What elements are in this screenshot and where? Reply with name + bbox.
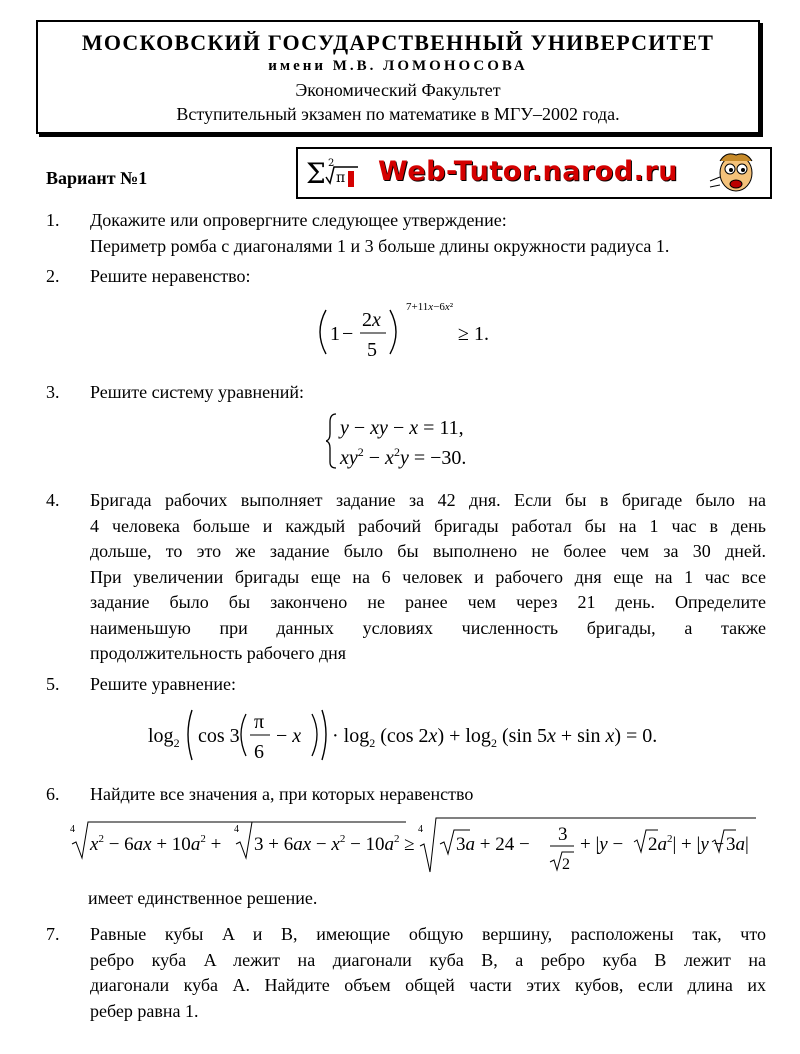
problem-text: Докажите или опровергните следующее утверждение: xyxy=(90,210,507,230)
header-box xyxy=(36,20,760,134)
formula-system xyxy=(326,410,496,472)
problem-number: 4. xyxy=(46,490,60,510)
math-logo-icon xyxy=(304,153,362,193)
svg-text:3a + 24 −: 3a + 24 − xyxy=(456,834,530,855)
svg-text:x2 − 6ax + 10a2 +: $x^2 - 6ax + 10a^2$ + xyxy=(90,833,222,855)
problem-text: Равные кубы A и B, имеющие общую вершину, расположены так, что xyxy=(90,924,766,944)
problem-text: ребер равна 1. xyxy=(90,1000,199,1021)
svg-text:log2: $\log_2$ xyxy=(148,725,180,750)
problem-text: 4 человека больше и каждый рабочий бригады работал бы на 1 час в день xyxy=(90,515,766,536)
site-banner[interactable] xyxy=(296,147,772,199)
problem-text: дольше, то это же задание было бы выполнено не более чем за 30 дней. xyxy=(90,541,766,561)
formula-log-equation xyxy=(146,702,676,768)
svg-text:2a2| + |y −: $2a^2| + |y$ − xyxy=(648,833,725,855)
problem-number: 5. xyxy=(46,674,60,694)
svg-text:≥ 1.: ≥ 1. xyxy=(458,323,489,345)
variant-title: Вариант №1 xyxy=(46,168,148,188)
svg-text:2x: 2x xyxy=(362,309,381,331)
svg-text:3a|: 3a| xyxy=(726,834,749,855)
problem-number: 1. xyxy=(46,210,60,230)
svg-text:4: 4 xyxy=(418,824,423,835)
problem-text: Периметр ромба с диагоналями 1 и 3 больше длины окружности радиуса 1. xyxy=(90,235,670,256)
problem-text: имеет единственное решение. xyxy=(88,888,318,908)
problem-number: 2. xyxy=(46,266,60,286)
svg-text:2: 2 xyxy=(562,856,570,873)
svg-text:y − xy − x = 11,: y − xy − x = 11, xyxy=(340,417,464,439)
cartoon-face-icon xyxy=(706,151,762,197)
svg-text:Σ: Σ xyxy=(306,157,326,190)
exam-title: Вступительный экзамен по математике в МГУ–2002 года. xyxy=(176,104,620,124)
svg-text:4: 4 xyxy=(70,824,75,835)
svg-text:6: 6 xyxy=(254,741,264,763)
svg-text:xy2 − x2y = −30.: $xy^2 - x^2y = -30$. xyxy=(340,445,467,469)
svg-text:· log2 (cos 2x) + log2 (sin 5x: · $\log_2 (\cos$ $2x) + \log_2 (\sin$ 5x + sin x) = 0. xyxy=(332,725,658,750)
problem-text: Решите неравенство: xyxy=(90,266,251,286)
svg-text:2: 2 xyxy=(328,158,335,169)
problem-text: ребро куба A лежит на диагонали куба B, а ребро куба B лежит на xyxy=(90,949,766,970)
svg-text:π: π xyxy=(254,711,265,733)
problem-number: 3. xyxy=(46,382,60,402)
problem-text: Бригада рабочих выполняет задание за 42 дня. Если бы в бригаде было на xyxy=(90,490,766,510)
svg-text:π: π xyxy=(336,170,346,186)
formula-inequality xyxy=(310,298,510,366)
university-title: МОСКОВСКИЙ ГОСУДАРСТВЕННЫЙ УНИВЕРСИТЕТ xyxy=(81,30,715,55)
problem-text: Найдите все значения a, при которых неравенство xyxy=(90,784,474,804)
svg-text:cos 3: cos 3 xyxy=(198,725,240,747)
svg-text:3 + 6ax − x2 − 10a2 ≥: $3 + 6ax - x^2 - 10a^2$ ≥ xyxy=(254,833,415,855)
problem-6-after xyxy=(88,886,317,912)
svg-text:−: − xyxy=(342,323,354,345)
site-name[interactable]: Web-Tutor.narod.ru xyxy=(378,156,678,187)
svg-text:− x: − x xyxy=(276,725,302,747)
problem-text: диагонали куба A. Найдите объем общей части этих кубов, если длина их xyxy=(90,975,766,995)
problem-text: задание было бы закончено не ранее чем через 21 день. Определите xyxy=(90,592,766,612)
problem-text: При увеличении бригады еще на 6 человек и рабочего дня еще на 1 час все xyxy=(90,566,766,587)
svg-text:1: 1 xyxy=(330,323,340,345)
svg-text:3: 3 xyxy=(558,824,568,845)
svg-text:5: 5 xyxy=(367,339,377,361)
svg-text:7+11x−6x²: 7+11x−6x² xyxy=(406,301,454,313)
named-after: имени М.В. ЛОМОНОСОВА xyxy=(268,58,528,74)
problem-text: Решите уравнение: xyxy=(90,674,236,694)
problem-number: 6. xyxy=(46,784,60,804)
problem-text: Решите систему уравнений: xyxy=(90,382,304,402)
problem-text: продолжительность рабочего дня xyxy=(90,643,347,663)
problem-number: 7. xyxy=(46,924,60,944)
problem-text: наименьшую при данных условиях численность бригады, а также xyxy=(90,617,766,638)
formula-radical-inequality xyxy=(66,814,760,878)
faculty: Экономический Факультет xyxy=(295,80,501,100)
svg-text:4: 4 xyxy=(234,824,239,835)
svg-text:+ |y −: + |y − xyxy=(580,834,624,855)
